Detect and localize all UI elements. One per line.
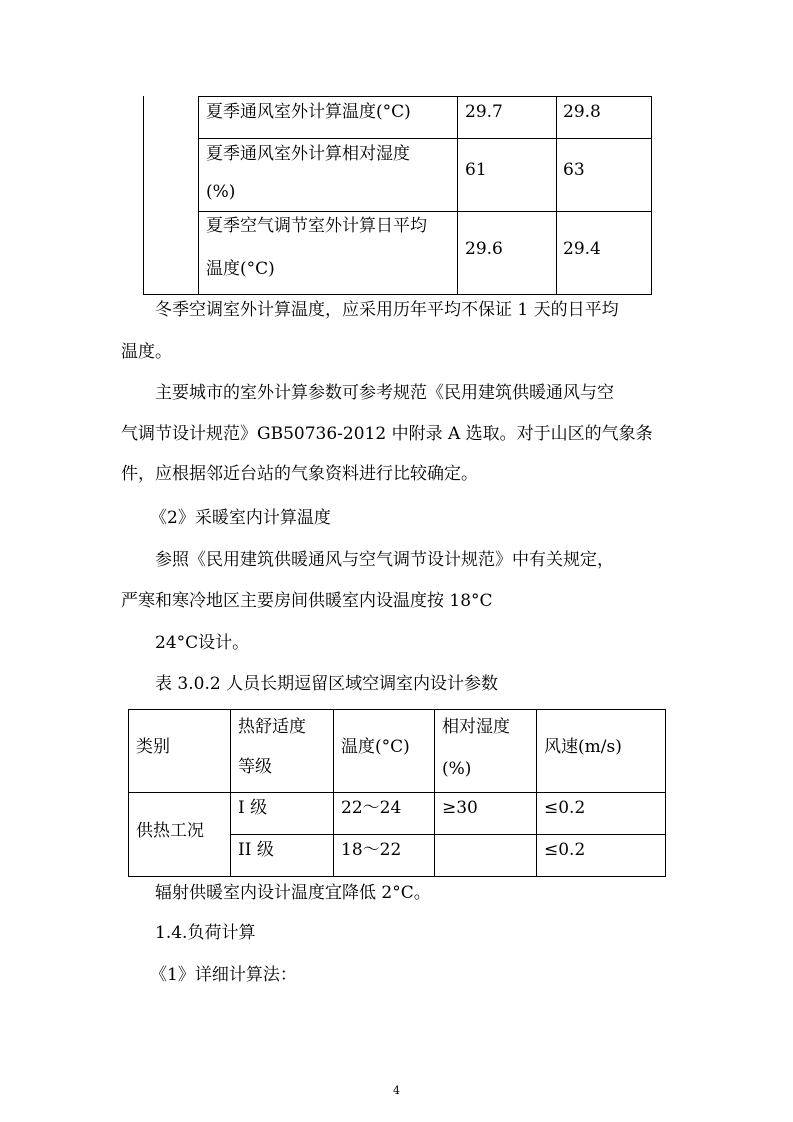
table-cell: 夏季空气调节室外计算日平均 (206, 216, 427, 236)
section-heading: 《1》详细计算法： (150, 965, 297, 985)
table-cell: 29.7 (465, 102, 503, 122)
table-header: 类别 (136, 737, 170, 757)
table-cell: 29.8 (563, 102, 601, 122)
table-header: 风速(m/s) (544, 737, 622, 757)
table-cell: II 级 (238, 840, 274, 860)
table-cell: ≥30 (442, 798, 478, 818)
table-header: 温度(°C) (341, 737, 410, 757)
paragraph: 辐射供暖室内设计温度宜降低 2°C。 (155, 883, 431, 903)
table-header: 等级 (238, 757, 272, 777)
table-cell: 温度(°C) (206, 259, 275, 279)
table-caption: 表 3.0.2 人员长期逗留区域空调室内设计参数 (155, 674, 499, 694)
table-cell: 22～24 (341, 798, 402, 818)
paragraph: 主要城市的室外计算参数可参考规范《民用建筑供暖通风与空 (155, 383, 614, 403)
table-header: 热舒适度 (238, 717, 306, 737)
paragraph: 参照《民用建筑供暖通风与空气调节设计规范》中有关规定， (155, 550, 614, 570)
table-cell: 63 (563, 160, 585, 180)
paragraph: 气调节设计规范》GB50736-2012 中附录 A 选取。对于山区的气象条 (121, 424, 653, 444)
table-header: 相对湿度 (442, 717, 510, 737)
table-cell: 供热工况 (136, 821, 204, 841)
table-cell: (%) (206, 182, 236, 202)
table-cell: 18～22 (341, 840, 402, 860)
table-cell: 29.4 (563, 239, 601, 259)
paragraph: 严寒和寒冷地区主要房间供暖室内设温度按 18°C (121, 591, 493, 611)
table-header: (%) (442, 759, 472, 779)
section-heading: 1.4.负荷计算 (155, 923, 256, 943)
table-cell: I 级 (238, 798, 268, 818)
table-cell: 夏季通风室外计算相对湿度 (206, 144, 410, 164)
table-cell: 29.6 (465, 239, 503, 259)
section-heading: 《2》采暖室内计算温度 (150, 508, 331, 528)
table-cell: ≤0.2 (544, 798, 586, 818)
table-cell: ≤0.2 (544, 840, 586, 860)
table-cell: 61 (465, 160, 487, 180)
paragraph: 件，应根据邻近台站的气象资料进行比较确定。 (121, 464, 478, 484)
table-cell: 夏季通风室外计算温度(°C) (206, 102, 411, 122)
page-number: 4 (393, 1084, 400, 1097)
paragraph: 温度。 (121, 342, 172, 362)
paragraph: 24°C设计。 (155, 633, 250, 653)
paragraph: 冬季空调室外计算温度，应采用历年平均不保证 1 天的日平均 (155, 300, 619, 320)
